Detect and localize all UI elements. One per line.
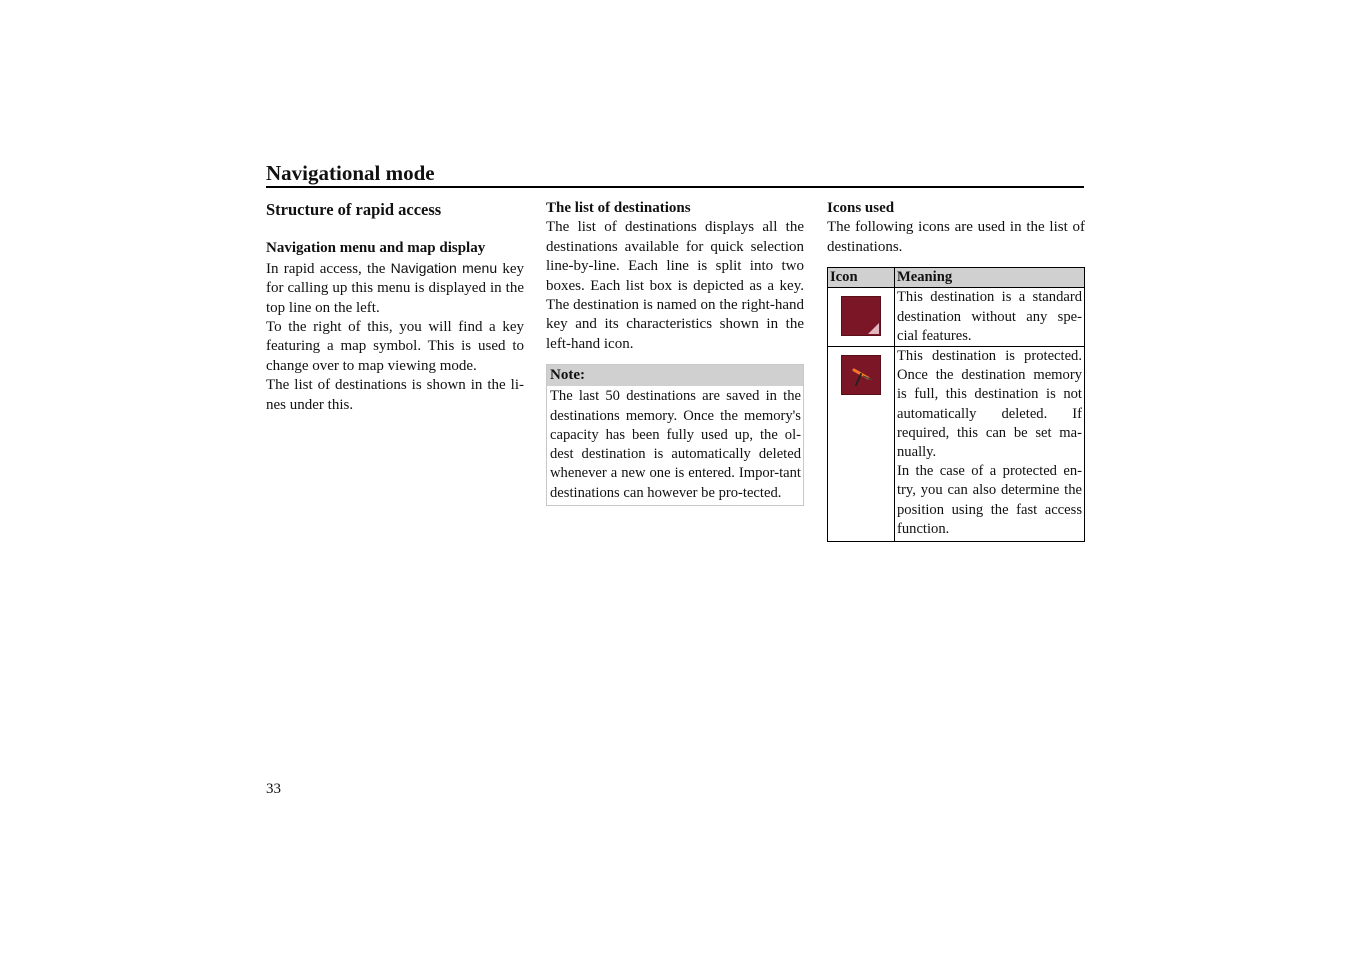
para1-after: key for calling up this menu is displayed in the top line on the left. bbox=[266, 260, 524, 316]
note-text: The last 50 destinations are saved in the destinations memory. Once the memory's capacity has been fully used up, the ol-dest destination is automatically deleted whenever a new one is entered. Impor-tant destinations can however be pro-tected. bbox=[550, 388, 801, 501]
column-list-of-destinations bbox=[546, 199, 804, 506]
protected-destination-icon bbox=[841, 355, 881, 395]
column-icons-used bbox=[827, 199, 1085, 542]
navigation-menu-key-label: Navigation menu bbox=[390, 259, 498, 276]
column-rapid-access bbox=[266, 199, 524, 415]
paragraph-map-key: To the right of this, you will find a key featuring a map symbol. This is used to change over to map viewing mode. bbox=[266, 319, 524, 374]
header-meaning: Meaning bbox=[895, 268, 1085, 288]
paragraph-navigation-key bbox=[266, 259, 524, 318]
meaning-protected-extra: In the case of a protected en-try, you can also determine the position using the fast access function. bbox=[897, 463, 1082, 537]
note-title: Note: bbox=[547, 365, 803, 386]
header-icon: Icon bbox=[828, 268, 895, 288]
meaning-protected: This destination is protected. Once the destination memory is full, this destination is not automatically deleted. If required, this can be set ma-nually. bbox=[897, 348, 1082, 461]
subheading-navigation-menu: Navigation menu and map display bbox=[266, 240, 486, 257]
paragraph-icons-intro: The following icons are used in the list of destinations. bbox=[827, 219, 1085, 255]
page-number: 33 bbox=[266, 781, 281, 797]
section-title: Structure of rapid access bbox=[266, 200, 442, 219]
table-row bbox=[828, 347, 1085, 542]
subheading-icons-used: Icons used bbox=[827, 200, 895, 216]
paragraph-destination-list: The list of destinations is shown in the li-nes under this. bbox=[266, 377, 524, 413]
table-row bbox=[828, 288, 1085, 347]
subheading-list-of-destinations: The list of destinations bbox=[546, 200, 691, 216]
page-title: Navigational mode bbox=[266, 160, 1084, 188]
para1-before: In rapid access, the bbox=[266, 260, 391, 277]
paragraph-list-description: The list of destinations displays all the destinations available for quick selection line-by-line. Each line is split into two boxes. Each list box is depicted as a key. The destination is named on the right-hand key and its characteristics shown in the left-hand icon. bbox=[546, 219, 804, 352]
meaning-standard: This destination is a standard destination without any spe-cial features. bbox=[895, 288, 1085, 347]
standard-destination-icon bbox=[841, 296, 881, 336]
icons-table bbox=[827, 267, 1085, 542]
note-box bbox=[546, 364, 804, 506]
table-header-row bbox=[828, 268, 1085, 288]
